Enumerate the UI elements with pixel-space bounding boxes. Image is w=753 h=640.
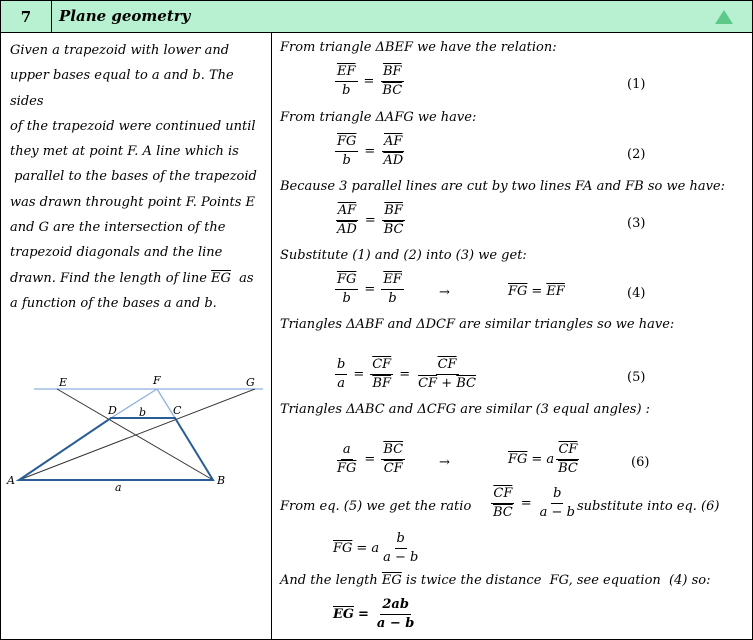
problem-statement [10,38,268,316]
triangle-up-icon[interactable] [715,10,733,24]
solution-text: And the length $\overline{EG}$ is twice the distance FG, see equation (4) so: [280,573,711,588]
equation-number: (6) [631,455,650,470]
implies-arrow: → [439,285,450,300]
label-a: a [115,481,122,494]
equation-6-result: $\overline{FG}$ = a $\frac{\overline{CF}}{BC}$ [508,442,578,476]
label-f: F [153,374,161,387]
problem-line: of the trapezoid were continued until [10,118,256,134]
label-d: D [108,404,117,417]
equation-5: $\frac{b}{a}$ = $\frac{\overline{CF}}{BF}$ = $\frac{\overline{CF}}{\overline{CF} + \overline{BC}}$ [337,357,476,391]
equation-1: $\frac{\overline{EF}}{b}$ = $\frac{\overline{BF}}{BC}$ [337,64,403,98]
solution-text: Because 3 parallel lines are cut by two lines FA and FB so we have: [280,179,725,194]
problem-line: upper bases equal to a and b. The sides [10,68,234,109]
label-a-point: A [7,474,15,487]
equation-number: (2) [627,147,646,162]
problem-panel [1,33,272,639]
solution-text: Triangles ΔABF and ΔDCF are similar triangles so we have: [280,317,675,332]
solution-text: From triangle ΔBEF we have the relation: [280,40,557,55]
label-b-point: B [217,474,226,487]
equation-4-result: $\overline{FG}$ = $\overline{EF}$ [508,284,565,299]
segment-eg: $\overline{EG}$ [381,573,402,588]
final-answer: $\overline{EG}$ = $\frac{2ab}{a - b}$ [333,597,415,631]
equation-6: $\frac{a}{FG}$ = $\frac{\overline{BC}}{CF}$ [337,442,404,476]
header-bar [1,1,752,33]
problem-line: drawn. Find the length of line $\overline{EG}$ as [10,270,254,286]
solution-text: From eq. (5) we get the ratio [280,499,472,514]
equation-2: $\frac{\overline{FG}}{b}$ = $\frac{\overline{AF}}{AD}$ [337,134,404,168]
segment-eg: $\overline{EG}$ [211,270,231,286]
section-title: Plane geometry [59,7,191,25]
trapezoid-diagram [1,333,271,513]
equation-number: (4) [627,286,646,301]
ratio-equation: $\frac{\overline{CF}}{BC}$ = $\frac{b}{a - b}$ [493,486,575,520]
problem-line: they met at point F. A line which is [10,144,239,160]
label-g: G [246,376,255,389]
equation-number: (5) [627,370,646,385]
problem-line: trapezoid diagonals and the line [10,245,223,261]
equation-number: (1) [627,77,646,92]
problem-line: a function of the bases a and b. [10,295,217,311]
implies-arrow: → [439,455,450,470]
equation-3: $\frac{\overline{AF}}{AD}$ = $\frac{\overline{BF}}{BC}$ [337,203,404,237]
problem-line: parallel to the bases of the trapezoid [10,169,257,185]
problem-number: 7 [1,1,52,32]
solution-text: From triangle ΔAFG we have: [280,110,477,125]
equation-7: $\overline{FG}$ = a $\frac{b}{a - b}$ [333,531,419,565]
trapezoid [19,418,213,480]
solution-text: Triangles ΔABC and ΔCFG are similar (3 equal angles) : [280,402,651,417]
problem-line: and G are the intersection of the [10,220,226,236]
equation-4: $\frac{\overline{FG}}{b}$ = $\frac{\overline{EF}}{b}$ [337,272,402,306]
label-c: C [173,404,182,417]
extension-df [111,389,157,418]
solution-text: Substitute (1) and (2) into (3) we get: [280,248,527,263]
diagonal-ag [19,389,255,480]
solution-text: substitute into eq. (6) [577,499,720,514]
label-e: E [59,376,68,389]
solution-panel [273,33,752,639]
problem-line: was drawn throught point F. Points E [10,194,256,210]
problem-line: Given a trapezoid with lower and [10,43,230,58]
equation-number: (3) [627,216,646,231]
label-b: b [139,406,147,419]
